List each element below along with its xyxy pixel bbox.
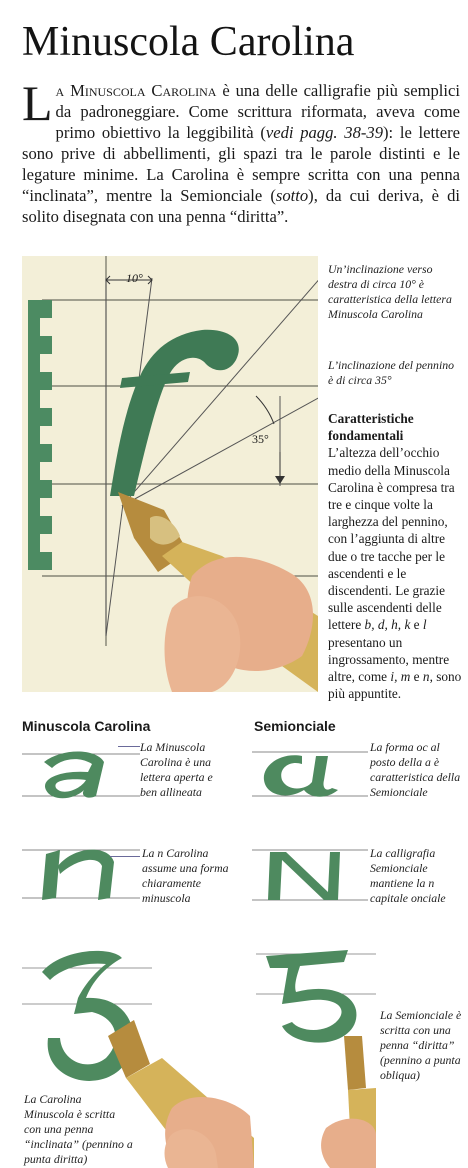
caption-carolina-n: La n Carolina assume una forma chiaramente minuscola: [142, 846, 229, 905]
side-body-c: , sono più appuntite.: [328, 669, 462, 702]
intro-lead: a Minuscola Carolina: [55, 81, 217, 100]
side-body-b: presentano un ingrossamento, mentre altre, come: [328, 634, 450, 685]
carolina-n-letter: [22, 838, 140, 914]
semionciale-pen-photo: [256, 938, 376, 1168]
carolina-a-letter: [22, 738, 140, 808]
caption-carolina-pen: La Carolina Minuscola è scritta con una penna “inclinata” (pennino a punta diritta): [24, 1092, 133, 1166]
main-illustration: [22, 256, 318, 692]
caption-semi-a: La forma oc al posto della a è caratteristica della Semionciale: [370, 740, 461, 799]
side-and-2: e: [410, 669, 423, 685]
section-title-carolina: Minuscola Carolina: [22, 718, 151, 734]
caption-carolina-a: La Minuscola Carolina è una lettera aperta e ben allineata: [140, 740, 213, 799]
intro-text-2: ): le lettere sono prive di abbellimenti, gli spazi tra le parole distinti e le legature minime. La Carolina è sempre scritta con una penna “inclinata”, mentre la Semionciale (: [22, 123, 461, 205]
angle-10-label: 10°: [126, 271, 143, 285]
caption-semi-pen: La Semionciale è scritta con una penna “diritta” (pennino a punta obliqua): [380, 1008, 462, 1082]
sotto-reference: sotto: [275, 186, 309, 205]
page-reference: vedi pagg. 38-39: [265, 123, 383, 142]
side-text: [328, 410, 464, 702]
side-letters-3: i, m: [390, 669, 411, 685]
side-heading: Caratteristiche fondamentali: [328, 411, 414, 444]
side-body-a: L’altezza dell’occhio medio della Minuscola Carolina è compresa tra tre e cinque volte la larghezza del pennino, con l’aggiunta di altre due o tre tacche per le ascendenti e le discendenti. Le grazie sulle ascendenti delle lettere: [328, 445, 455, 633]
semionciale-a-letter: [252, 738, 368, 808]
intro-text-3: ), da cui deriva, è di solito disegnata con una penna “diritta”.: [22, 186, 461, 226]
caption-slant: Un’inclinazione verso destra di circa 10° è caratteristica della lettera Minuscola Carolina: [328, 262, 452, 321]
side-letters-4: n: [422, 669, 430, 685]
intro-text-1: è una delle calligrafie più semplici da padroneggiare. Come scrittura riformata, aveva come primo obiettivo la leggibilità (: [55, 81, 461, 142]
side-letters-1: b, d, h, k: [364, 617, 411, 633]
section-title-semionciale: Semionciale: [254, 718, 336, 734]
side-letters-2: l: [422, 617, 427, 633]
semionciale-n-letter: [252, 838, 368, 914]
intro-paragraph: [22, 75, 461, 227]
drop-cap: L: [22, 75, 53, 131]
angle-35-label: 35°: [252, 432, 269, 446]
page-title: Minuscola Carolina: [22, 19, 355, 65]
caption-nib-angle: L’inclinazione del pennino è di circa 35°: [328, 358, 455, 387]
caption-semi-n: La calligrafia Semionciale mantiene la n capitale onciale: [370, 846, 446, 905]
pointer-line: [118, 746, 140, 747]
side-and-1: e: [410, 617, 423, 633]
pointer-line: [110, 856, 140, 857]
